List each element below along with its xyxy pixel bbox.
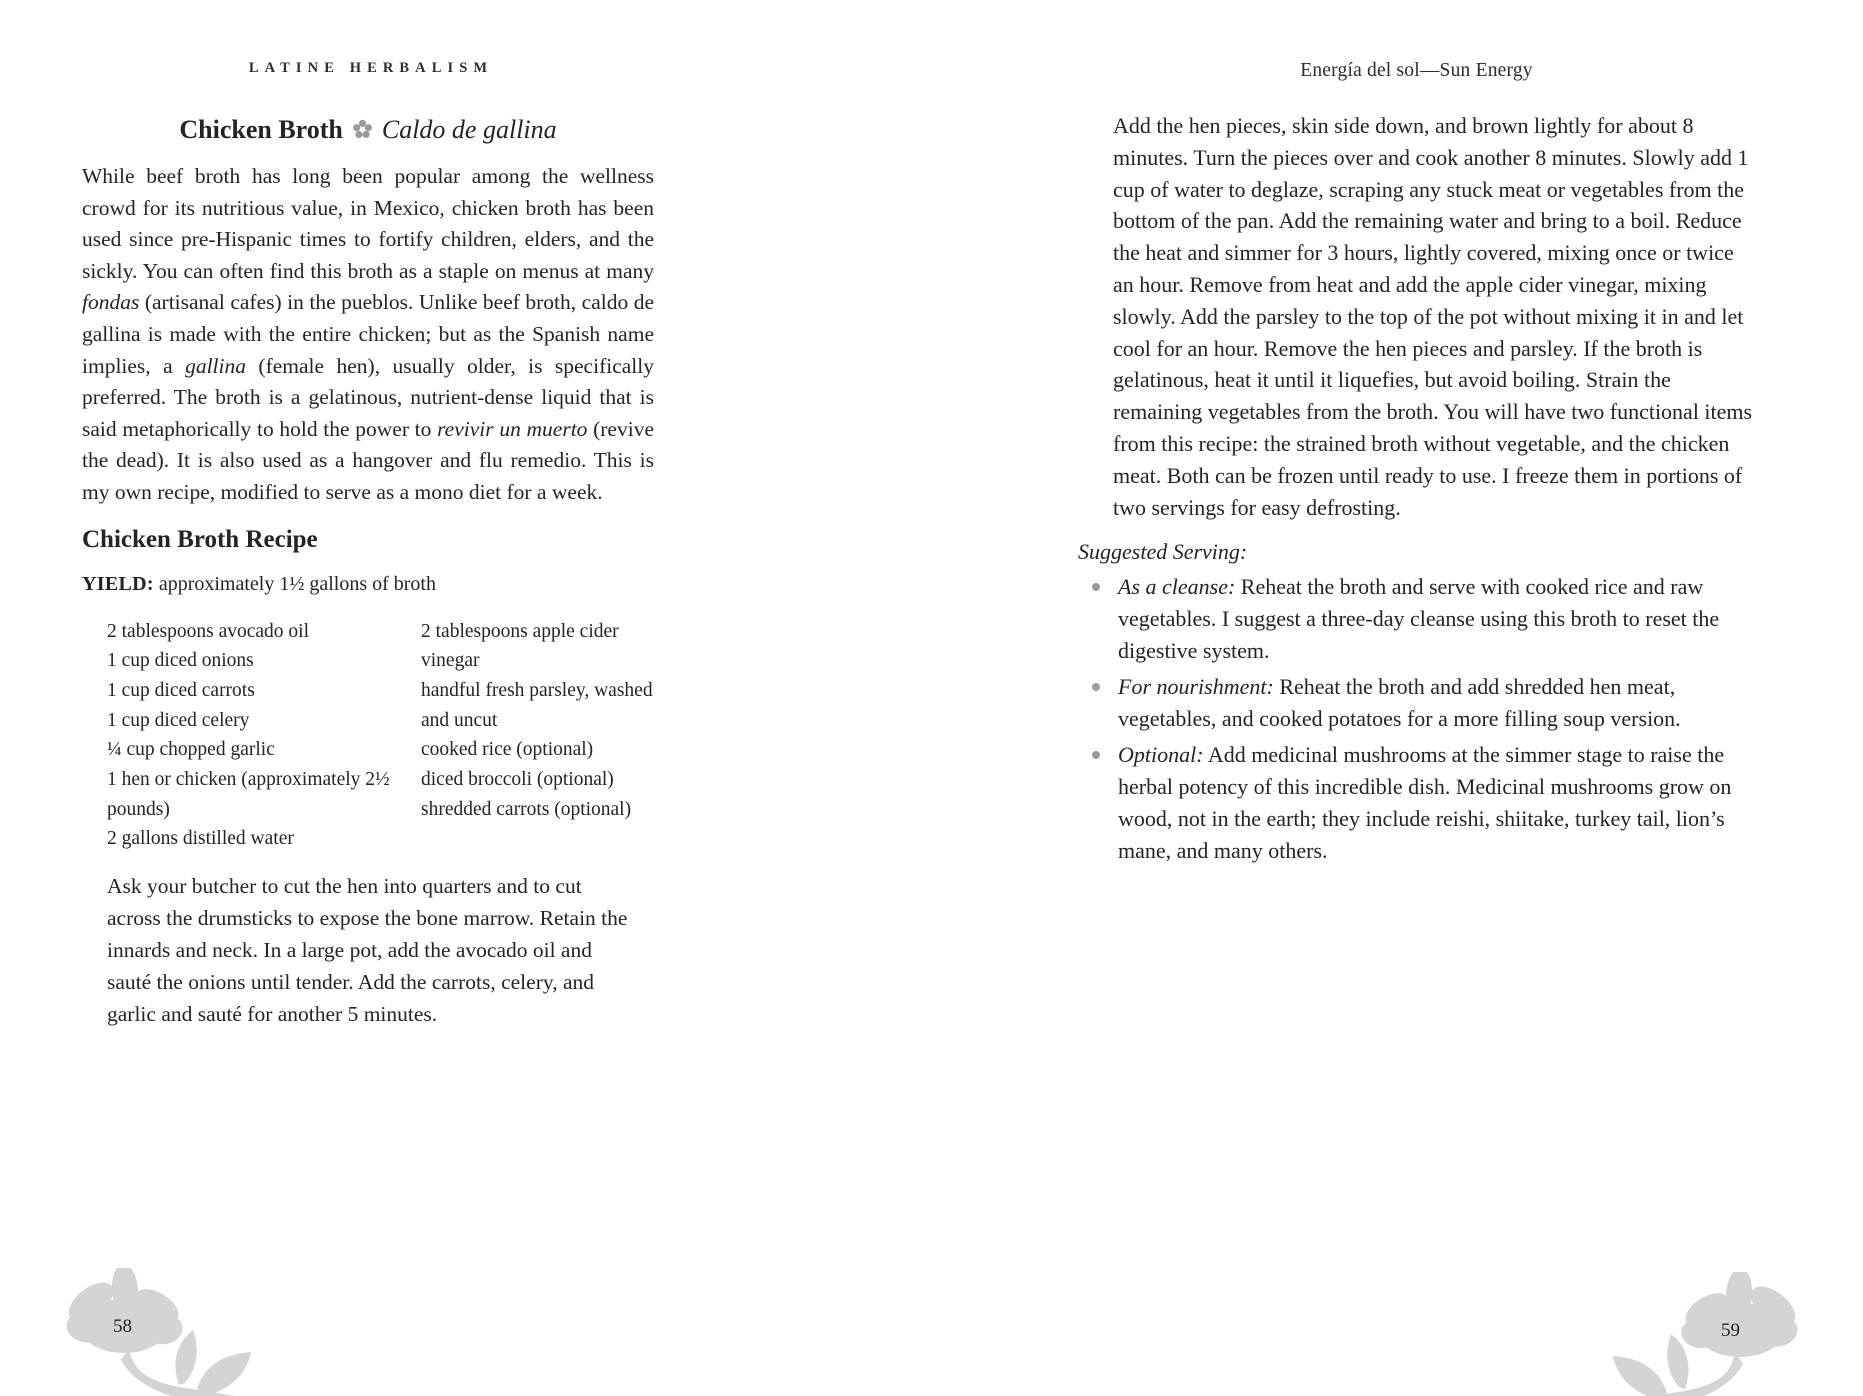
serving-item-lead: For nourishment: (1118, 674, 1274, 700)
corner-decoration-left (29, 1268, 349, 1396)
serving-item (1078, 671, 1755, 735)
page-number-right: 59 (1721, 1320, 1740, 1341)
ingredient-item: 1 cup diced carrots (107, 679, 255, 701)
flower-ornament-icon (352, 115, 373, 149)
ingredients-column-2 (421, 617, 654, 855)
running-header-right: Energía del sol—Sun Energy (1300, 60, 1533, 81)
text-run: (artisanal cafes) in the pueblos. Unlike beef broth, caldo de gallina is made with the entire chicken; but as the Spanish name implies, a (82, 290, 654, 378)
ingredient-item: 1 cup diced onions (107, 650, 254, 672)
running-header-left: LATINE HERBALISM (248, 60, 494, 76)
ingredient-item: ¼ cup chopped garlic (107, 739, 275, 761)
italic-phrase: gallina (185, 353, 246, 378)
floral-sprig-icon (29, 1268, 349, 1396)
bullet-icon (1092, 751, 1100, 759)
text-run: (female hen), usually older, is specifically preferred. The broth is a gelatinous, nutrient-dense liquid that is said metaphorically to hold the power to (82, 353, 654, 441)
method-paragraph: Ask your butcher to cut the hen into quarters and to cut across the drumsticks to expose the bone marrow. Retain the innards and neck. In a large pot, add the avocado oil and sauté the onions until tender. Add the carrots, celery, and garlic and sauté for another 5 minutes. (107, 874, 628, 1027)
italic-phrase: fondas (82, 290, 140, 315)
recipe-title-english: Chicken Broth (179, 115, 343, 144)
yield-label: YIELD: (82, 572, 154, 595)
recipe-title (82, 113, 654, 149)
method-continuation-paragraph: Add the hen pieces, skin side down, and brown lightly for about 8 minutes. Turn the pieces over and cook another 8 minutes. Slowly add 1 cup of water to deglaze, scraping any stuck meat or vegetables from the bottom of the pan. Add the remaining water and bring to a boil. Reduce the heat and simmer for 3 hours, lightly covered, mixing once or twice an hour. Remove from heat and add the apple cider vinegar, mixing slowly. Add the parsley to the top of the pot without mixing it in and let cool for an hour. Remove the hen pieces and parsley. If the broth is gelatinous, heat it until it liquefies, but avoid boiling. Strain the remaining vegetables from the broth. You will have two functional items from this recipe: the strained broth without vegetable, and the chicken meat. Both can be frozen until ready to use. I freeze them in portions of two servings for easy defrosting. (1113, 113, 1753, 520)
ingredient-item: diced broccoli (optional) (421, 769, 614, 791)
ingredient-item: 1 hen or chicken (approximately 2½ pounds) (107, 769, 390, 820)
serving-item (1078, 739, 1755, 867)
yield-value: approximately 1½ gallons of broth (158, 572, 436, 595)
serving-item-text: Reheat the broth and add shredded hen meat, vegetables, and cooked potatoes for a more filling soup version. (1118, 674, 1681, 732)
ingredients-section (107, 617, 654, 855)
page-number-left: 58 (113, 1316, 132, 1337)
ingredient-item: 1 cup diced celery (107, 709, 250, 731)
serving-item-lead: Optional: (1118, 742, 1204, 768)
italic-phrase: revivir un muerto (437, 416, 588, 441)
yield-line (82, 571, 654, 597)
ingredient-item: shredded carrots (optional) (421, 798, 632, 820)
serving-item-lead: As a cleanse: (1118, 574, 1236, 600)
recipe-title-spanish: Caldo de gallina (381, 115, 557, 144)
floral-sprig-icon (1515, 1272, 1835, 1396)
ingredient-item: cooked rice (optional) (421, 739, 594, 761)
corner-decoration-right (1515, 1272, 1835, 1396)
ingredient-item: 2 gallons distilled water (107, 828, 294, 850)
bullet-icon (1092, 683, 1100, 691)
bullet-icon (1092, 583, 1100, 591)
ingredient-item: 2 tablespoons avocado oil (107, 620, 309, 642)
ingredient-item: 2 tablespoons apple cider vinegar (421, 620, 619, 672)
text-run: While beef broth has long been popular among the wellness crowd for its nutritious value, in Mexico, chicken broth has been used since pre-Hispanic times to fortify children, elders, and the sickly. You can often find this broth as a staple on menus at many (82, 164, 654, 283)
ingredient-item: handful fresh parsley, washed and uncut (421, 679, 653, 731)
page-left (82, 0, 654, 1030)
text-run: (revive the dead). It is also used as a hangover and flu remedio. This is my own recipe, modified to serve as a mono diet for a week. (82, 416, 654, 504)
suggested-serving-list (1078, 571, 1755, 867)
suggested-serving-heading: Suggested Serving: (1078, 539, 1248, 565)
serving-item-text: Add medicinal mushrooms at the simmer stage to raise the herbal potency of this incredible dish. Medicinal mushrooms grow on wood, not in the earth; they include reishi, shiitake, turkey tail, lion’s mane, and many others. (1118, 742, 1732, 864)
intro-paragraph (82, 161, 654, 509)
ingredients-column-1 (107, 617, 421, 855)
serving-item-text: Reheat the broth and serve with cooked rice and raw vegetables. I suggest a three-day cleanse using this broth to reset the digestive system. (1118, 574, 1720, 664)
recipe-section-heading: Chicken Broth Recipe (82, 525, 318, 553)
page-right (1078, 0, 1755, 867)
serving-item (1078, 571, 1755, 667)
